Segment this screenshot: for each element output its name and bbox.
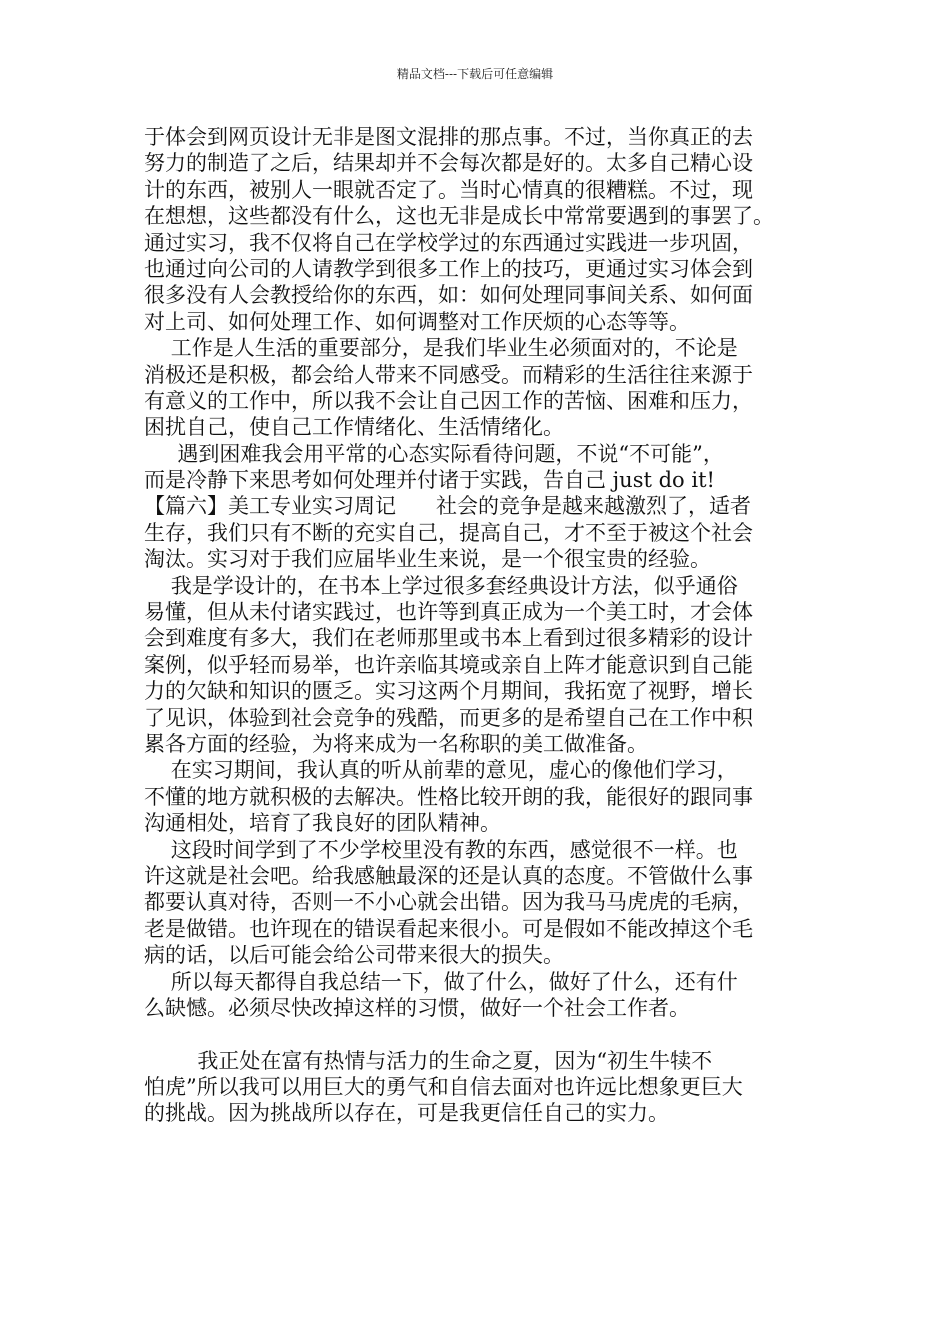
text-line: 计的东西，被别人一眼就否定了。当时心情真的很糟糕。不过，现 [144, 177, 753, 202]
text-line: 消极还是积极，都会给人带来不同感受。而精彩的生活往往来源于 [144, 362, 753, 387]
text-line: 在实习期间，我认真的听从前辈的意见，虚心的像他们学习， [144, 758, 738, 783]
text-line: 很多没有人会教授给你的东西，如：如何处理同事间关系、如何面 [144, 283, 753, 308]
section-heading-line: 【篇六】美工专业实习周记 社会的竞争是越来越激烈了，适者 [144, 494, 752, 519]
page-header: 精品文档---下载后可任意编辑 [396, 67, 554, 81]
text-line: 案例，似乎轻而易举，也许亲临其境或亲自上阵才能意识到自己能 [144, 652, 753, 677]
text-line: 都要认真对待，否则一不小心就会出错。因为我马马虎虎的毛病， [144, 890, 753, 915]
text-line: 老是做错。也许现在的错误看起来很小。可是假如不能改掉这个毛 [144, 916, 753, 941]
text-line: 也通过向公司的人请教学到很多工作上的技巧，更通过实习体会到 [144, 256, 753, 281]
text-line: 我是学设计的，在书本上学过很多套经典设计方法，似乎通俗 [144, 573, 738, 598]
text-line: 于体会到网页设计无非是图文混排的那点事。不过，当你真正的去 [144, 125, 753, 149]
text-line: 病的话，以后可能会给公司带来很大的损失。 [144, 943, 564, 968]
text-line: 许这就是社会吧。给我感触最深的还是认真的态度。不管做什么事 [144, 863, 753, 888]
text-line: 了见识，体验到社会竞争的残酷，而更多的是希望自己在工作中积 [144, 705, 753, 730]
text-line: 遇到困难我会用平常的心态实际看待问题，不说“不可能”， [144, 441, 724, 466]
text-line: 在想想，这些都没有什么，这也无非是成长中常常要遇到的事罢了。 [144, 204, 774, 229]
text-line: 易懂，但从未付诸实践过，也许等到真正成为一个美工时，才会体 [144, 600, 753, 625]
blank-line [144, 1021, 808, 1047]
text-line: 淘汰。实习对于我们应届毕业生来说，是一个很宝贵的经验。 [144, 547, 711, 572]
text-line: 所以每天都得自我总结一下，做了什么，做好了什么，还有什 [144, 969, 738, 994]
text-line: 怕虎”所以我可以用巨大的勇气和自信去面对也许远比想象更巨大 [144, 1075, 743, 1100]
text-line: 力的欠缺和知识的匮乏。实习这两个月期间，我拓宽了视野，增长 [144, 679, 753, 704]
text-line: 的挑战。因为挑战所以存在，可是我更信任自己的实力。 [144, 1101, 669, 1126]
text-line: 通过实习，我不仅将自己在学校学过的东西通过实践进一步巩固， [144, 230, 753, 255]
text-line: 我正处在富有热情与活力的生命之夏，因为“初生牛犊不 [144, 1048, 713, 1073]
document-body [144, 124, 808, 1127]
text-line: 工作是人生活的重要部分，是我们毕业生必须面对的，不论是 [144, 336, 738, 361]
text-line: 么缺憾。必须尽快改掉这样的习惯，做好一个社会工作者。 [144, 995, 690, 1020]
text-line: 会到难度有多大，我们在老师那里或书本上看到过很多精彩的设计 [144, 626, 753, 651]
text-line: 而是冷静下来思考如何处理并付诸于实践，告自己 just do it! [144, 468, 715, 493]
text-line: 对上司、如何处理工作、如何调整对工作厌烦的心态等等。 [144, 309, 690, 334]
text-line: 这段时间学到了不少学校里没有教的东西，感觉很不一样。也 [144, 837, 738, 862]
text-line: 困扰自己，使自己工作情绪化、生活情绪化。 [144, 415, 564, 440]
text-line: 努力的制造了之后，结果却并不会每次都是好的。太多自己精心设 [144, 151, 753, 176]
text-line: 沟通相处，培育了我良好的团队精神。 [144, 811, 501, 836]
text-line: 不懂的地方就积极的去解决。性格比较开朗的我，能很好的跟同事 [144, 784, 753, 809]
text-line: 生存，我们只有不断的充实自己，提高自己，才不至于被这个社会 [144, 520, 753, 545]
text-line: 有意义的工作中，所以我不会让自己因工作的苦恼、困难和压力， [144, 388, 753, 413]
text-line: 累各方面的经验，为将来成为一名称职的美工做准备。 [144, 731, 648, 756]
